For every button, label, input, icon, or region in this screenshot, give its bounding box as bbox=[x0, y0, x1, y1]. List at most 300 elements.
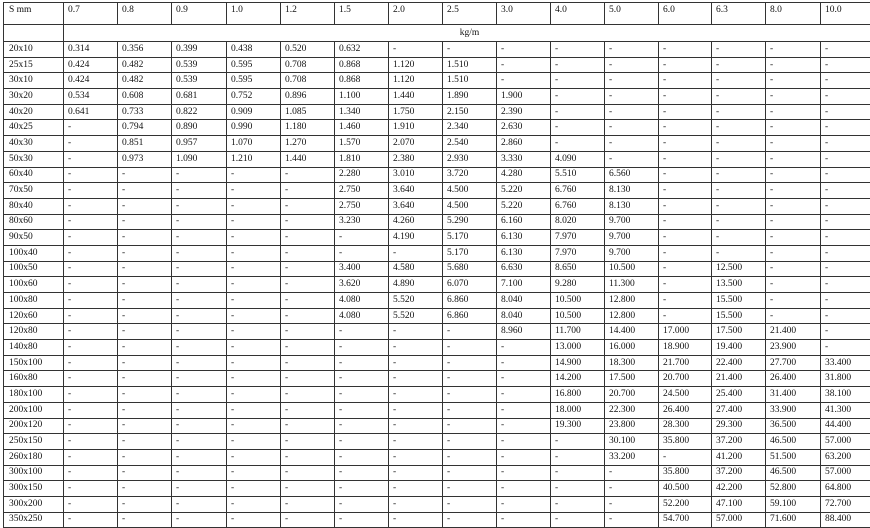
weight-cell: 57.000 bbox=[821, 465, 870, 481]
weight-cell: - bbox=[64, 512, 118, 528]
table-row bbox=[4, 73, 870, 89]
weight-cell: - bbox=[443, 418, 497, 434]
weight-cell: - bbox=[335, 340, 389, 356]
table-row bbox=[4, 465, 870, 481]
size-cell: 20x10 bbox=[4, 42, 64, 58]
weight-cell: 0.641 bbox=[64, 104, 118, 120]
weight-cell: - bbox=[281, 402, 335, 418]
weight-cell: - bbox=[281, 230, 335, 246]
size-cell: 100x40 bbox=[4, 245, 64, 261]
weight-cell: 19.300 bbox=[551, 418, 605, 434]
weight-cell: 8.960 bbox=[497, 324, 551, 340]
weight-cell: - bbox=[227, 167, 281, 183]
table-row bbox=[4, 340, 870, 356]
weight-cell: - bbox=[335, 434, 389, 450]
weight-cell: 72.700 bbox=[821, 496, 870, 512]
table-row bbox=[4, 183, 870, 199]
weight-cell: 23.800 bbox=[605, 418, 659, 434]
weight-cell: 3.720 bbox=[443, 167, 497, 183]
weight-cell: - bbox=[172, 214, 227, 230]
weight-cell: 2.150 bbox=[443, 104, 497, 120]
thickness-header: 1.2 bbox=[281, 3, 335, 25]
table-row bbox=[4, 120, 870, 136]
weight-cell: 9.700 bbox=[605, 230, 659, 246]
weight-cell: - bbox=[172, 418, 227, 434]
size-cell: 30x10 bbox=[4, 73, 64, 89]
weight-cell: - bbox=[821, 214, 870, 230]
weight-cell: 10.500 bbox=[605, 261, 659, 277]
weight-cell: - bbox=[551, 73, 605, 89]
weight-cell: - bbox=[64, 308, 118, 324]
weight-cell: 36.500 bbox=[766, 418, 821, 434]
weight-cell: 8.650 bbox=[551, 261, 605, 277]
weight-cell: 44.400 bbox=[821, 418, 870, 434]
table-row bbox=[4, 402, 870, 418]
weight-cell: 2.630 bbox=[497, 120, 551, 136]
weight-cell: - bbox=[281, 387, 335, 403]
weight-cell: - bbox=[281, 355, 335, 371]
weight-cell: 2.070 bbox=[389, 136, 443, 152]
weight-cell: 17.500 bbox=[712, 324, 766, 340]
unit-label: kg/m bbox=[64, 25, 870, 42]
weight-cell: - bbox=[64, 387, 118, 403]
thickness-header: 1.5 bbox=[335, 3, 389, 25]
weight-cell: - bbox=[281, 167, 335, 183]
weight-cell: 14.900 bbox=[551, 355, 605, 371]
weight-cell: - bbox=[227, 324, 281, 340]
weight-cell: 0.539 bbox=[172, 73, 227, 89]
weight-cell: - bbox=[443, 355, 497, 371]
weight-cell: 4.580 bbox=[389, 261, 443, 277]
weight-cell: 3.230 bbox=[335, 214, 389, 230]
weight-cell: - bbox=[118, 418, 172, 434]
weight-cell: - bbox=[227, 387, 281, 403]
weight-cell: 0.868 bbox=[335, 73, 389, 89]
weight-cell: - bbox=[118, 340, 172, 356]
weight-cell: - bbox=[281, 308, 335, 324]
weight-cell: 17.500 bbox=[605, 371, 659, 387]
weight-cell: - bbox=[712, 42, 766, 58]
weight-cell: 37.200 bbox=[712, 465, 766, 481]
weight-cell: - bbox=[389, 496, 443, 512]
weight-cell: - bbox=[605, 73, 659, 89]
weight-cell: - bbox=[497, 418, 551, 434]
weight-cell: 26.400 bbox=[659, 402, 712, 418]
weight-cell: - bbox=[821, 136, 870, 152]
table-row bbox=[4, 434, 870, 450]
weight-cell: - bbox=[227, 293, 281, 309]
weight-cell: 42.200 bbox=[712, 481, 766, 497]
weight-cell: 8.040 bbox=[497, 293, 551, 309]
weight-cell: 1.460 bbox=[335, 120, 389, 136]
table-row bbox=[4, 355, 870, 371]
weight-cell: - bbox=[389, 371, 443, 387]
weight-cell: - bbox=[605, 136, 659, 152]
table-row bbox=[4, 230, 870, 246]
weight-cell: - bbox=[64, 371, 118, 387]
weight-cell: - bbox=[659, 261, 712, 277]
weight-cell: - bbox=[281, 324, 335, 340]
weight-cell: 33.400 bbox=[821, 355, 870, 371]
weight-cell: 54.700 bbox=[659, 512, 712, 528]
weight-cell: 9.700 bbox=[605, 245, 659, 261]
weight-cell: - bbox=[766, 277, 821, 293]
size-cell: 160x80 bbox=[4, 371, 64, 387]
weight-cell: 0.399 bbox=[172, 42, 227, 58]
weight-cell: 64.800 bbox=[821, 481, 870, 497]
weight-cell: 0.314 bbox=[64, 42, 118, 58]
weight-cell: 1.180 bbox=[281, 120, 335, 136]
weight-cell: - bbox=[659, 167, 712, 183]
weight-cell: 13.000 bbox=[551, 340, 605, 356]
weight-cell: 1.210 bbox=[227, 151, 281, 167]
weight-cell: 20.700 bbox=[605, 387, 659, 403]
unit-row-blank bbox=[4, 25, 64, 42]
weight-cell: 6.630 bbox=[497, 261, 551, 277]
weight-cell: - bbox=[227, 261, 281, 277]
weight-cell: 1.120 bbox=[389, 57, 443, 73]
weight-cell: - bbox=[118, 496, 172, 512]
weight-cell: - bbox=[172, 183, 227, 199]
table-row bbox=[4, 418, 870, 434]
weight-cell: - bbox=[118, 308, 172, 324]
weight-cell: - bbox=[712, 57, 766, 73]
weight-cell: - bbox=[172, 512, 227, 528]
weight-cell: - bbox=[766, 230, 821, 246]
weight-cell: 1.750 bbox=[389, 104, 443, 120]
weight-cell: - bbox=[335, 496, 389, 512]
weight-cell: - bbox=[443, 340, 497, 356]
weight-cell: - bbox=[821, 230, 870, 246]
weight-cell: - bbox=[443, 324, 497, 340]
thickness-header: 8.0 bbox=[766, 3, 821, 25]
weight-cell: 0.424 bbox=[64, 57, 118, 73]
table-row bbox=[4, 42, 870, 58]
weight-cell: 1.120 bbox=[389, 73, 443, 89]
weight-cell: 0.438 bbox=[227, 42, 281, 58]
weight-cell: 71.600 bbox=[766, 512, 821, 528]
weight-cell: - bbox=[766, 120, 821, 136]
weight-cell: - bbox=[335, 418, 389, 434]
weight-cell: - bbox=[821, 277, 870, 293]
weight-cell: - bbox=[497, 434, 551, 450]
weight-cell: - bbox=[497, 371, 551, 387]
weight-cell: - bbox=[281, 371, 335, 387]
weight-cell: 38.100 bbox=[821, 387, 870, 403]
weight-cell: - bbox=[64, 465, 118, 481]
weight-cell: - bbox=[335, 355, 389, 371]
weight-cell: - bbox=[497, 449, 551, 465]
weight-cell: 4.890 bbox=[389, 277, 443, 293]
weight-cell: - bbox=[172, 340, 227, 356]
weight-cell: - bbox=[172, 481, 227, 497]
weight-cell: - bbox=[712, 245, 766, 261]
thickness-header: 10.0 bbox=[821, 3, 870, 25]
weight-cell: - bbox=[172, 496, 227, 512]
weight-cell: - bbox=[281, 434, 335, 450]
weight-cell: 3.400 bbox=[335, 261, 389, 277]
weight-cell: - bbox=[64, 214, 118, 230]
weight-cell: 12.800 bbox=[605, 308, 659, 324]
weight-cell: - bbox=[64, 293, 118, 309]
weight-cell: - bbox=[659, 198, 712, 214]
weight-cell: - bbox=[227, 340, 281, 356]
weight-cell: - bbox=[281, 496, 335, 512]
weight-cell: - bbox=[118, 402, 172, 418]
weight-cell: - bbox=[389, 434, 443, 450]
weight-cell: - bbox=[605, 481, 659, 497]
weight-cell: - bbox=[497, 42, 551, 58]
weight-cell: - bbox=[551, 512, 605, 528]
weight-cell: - bbox=[281, 183, 335, 199]
weight-cell: - bbox=[118, 277, 172, 293]
weight-cell: 0.595 bbox=[227, 57, 281, 73]
weight-cell: - bbox=[118, 449, 172, 465]
size-cell: 80x60 bbox=[4, 214, 64, 230]
thickness-header: 0.7 bbox=[64, 3, 118, 25]
size-cell: 300x100 bbox=[4, 465, 64, 481]
weight-cell: 4.090 bbox=[551, 151, 605, 167]
weight-cell: 11.700 bbox=[551, 324, 605, 340]
size-cell: 50x30 bbox=[4, 151, 64, 167]
weight-cell: 25.400 bbox=[712, 387, 766, 403]
weight-cell: 0.909 bbox=[227, 104, 281, 120]
weight-cell: - bbox=[551, 465, 605, 481]
weight-cell: 9.280 bbox=[551, 277, 605, 293]
weight-cell: - bbox=[281, 293, 335, 309]
weight-cell: 46.500 bbox=[766, 465, 821, 481]
weight-cell: 0.822 bbox=[172, 104, 227, 120]
weight-cell: - bbox=[118, 230, 172, 246]
weight-cell: - bbox=[766, 198, 821, 214]
thickness-header: 0.9 bbox=[172, 3, 227, 25]
weight-cell: - bbox=[766, 293, 821, 309]
weight-cell: - bbox=[766, 42, 821, 58]
weight-cell: - bbox=[335, 230, 389, 246]
weight-cell: 0.356 bbox=[118, 42, 172, 58]
weight-cell: - bbox=[64, 277, 118, 293]
weight-cell: 1.510 bbox=[443, 57, 497, 73]
table-row bbox=[4, 496, 870, 512]
weight-cell: - bbox=[281, 277, 335, 293]
weight-cell: 5.510 bbox=[551, 167, 605, 183]
weight-cell: - bbox=[551, 104, 605, 120]
weight-cell: 6.760 bbox=[551, 183, 605, 199]
weight-cell: - bbox=[389, 449, 443, 465]
weight-cell: 0.851 bbox=[118, 136, 172, 152]
weight-cell: 31.400 bbox=[766, 387, 821, 403]
weight-cell: 8.130 bbox=[605, 183, 659, 199]
table-row bbox=[4, 89, 870, 105]
weight-cell: - bbox=[389, 42, 443, 58]
weight-cell: - bbox=[281, 261, 335, 277]
weight-cell: - bbox=[227, 183, 281, 199]
weight-cell: 51.500 bbox=[766, 449, 821, 465]
weight-cell: - bbox=[389, 355, 443, 371]
thickness-header: 0.8 bbox=[118, 3, 172, 25]
weight-cell: 59.100 bbox=[766, 496, 821, 512]
weight-cell: - bbox=[712, 73, 766, 89]
weight-cell: - bbox=[64, 198, 118, 214]
weight-cell: - bbox=[659, 89, 712, 105]
unit-row bbox=[4, 25, 870, 42]
table-row bbox=[4, 293, 870, 309]
weight-cell: - bbox=[227, 245, 281, 261]
weight-cell: 0.733 bbox=[118, 104, 172, 120]
weight-cell: - bbox=[172, 371, 227, 387]
weight-cell: - bbox=[551, 89, 605, 105]
weight-cell: - bbox=[766, 245, 821, 261]
weight-cell: 1.090 bbox=[172, 151, 227, 167]
weight-cell: - bbox=[227, 214, 281, 230]
weight-cell: 2.340 bbox=[443, 120, 497, 136]
weight-cell: - bbox=[443, 449, 497, 465]
weight-cell: 0.896 bbox=[281, 89, 335, 105]
weight-cell: - bbox=[497, 73, 551, 89]
table-row bbox=[4, 214, 870, 230]
size-cell: 40x30 bbox=[4, 136, 64, 152]
weight-cell: - bbox=[821, 198, 870, 214]
weight-cell: 17.000 bbox=[659, 324, 712, 340]
weight-cell: - bbox=[497, 355, 551, 371]
weight-cell: - bbox=[64, 151, 118, 167]
weight-cell: - bbox=[497, 57, 551, 73]
weight-cell: - bbox=[551, 496, 605, 512]
weight-cell: 13.500 bbox=[712, 277, 766, 293]
table-row bbox=[4, 308, 870, 324]
weight-cell: - bbox=[64, 167, 118, 183]
weight-cell: - bbox=[64, 136, 118, 152]
weight-cell: - bbox=[443, 481, 497, 497]
weight-cell: - bbox=[227, 308, 281, 324]
size-cell: 200x100 bbox=[4, 402, 64, 418]
size-cell: 150x100 bbox=[4, 355, 64, 371]
weight-cell: - bbox=[172, 434, 227, 450]
weight-cell: 31.800 bbox=[821, 371, 870, 387]
weight-cell: 35.800 bbox=[659, 465, 712, 481]
weight-cell: - bbox=[64, 324, 118, 340]
weight-cell: - bbox=[821, 293, 870, 309]
size-cell: 40x25 bbox=[4, 120, 64, 136]
weight-cell: - bbox=[118, 355, 172, 371]
table-row bbox=[4, 57, 870, 73]
weight-cell: - bbox=[64, 449, 118, 465]
weight-cell: - bbox=[118, 214, 172, 230]
weight-cell: - bbox=[335, 512, 389, 528]
weight-cell: - bbox=[821, 245, 870, 261]
weight-cell: - bbox=[172, 230, 227, 246]
weight-cell: 0.708 bbox=[281, 57, 335, 73]
weight-cell: 3.640 bbox=[389, 198, 443, 214]
weight-cell: - bbox=[172, 465, 227, 481]
weight-cell: 7.100 bbox=[497, 277, 551, 293]
weight-cell: - bbox=[118, 512, 172, 528]
header-row bbox=[4, 3, 870, 25]
weight-cell: - bbox=[64, 481, 118, 497]
weight-cell: - bbox=[443, 371, 497, 387]
weight-cell: - bbox=[172, 402, 227, 418]
weight-cell: - bbox=[118, 434, 172, 450]
weight-cell: 18.300 bbox=[605, 355, 659, 371]
weight-cell: 5.170 bbox=[443, 245, 497, 261]
table-body bbox=[4, 3, 870, 528]
weight-cell: 6.560 bbox=[605, 167, 659, 183]
weight-cell: 0.595 bbox=[227, 73, 281, 89]
weight-cell: - bbox=[227, 355, 281, 371]
weight-cell: 4.280 bbox=[497, 167, 551, 183]
weight-cell: 0.424 bbox=[64, 73, 118, 89]
weight-cell: - bbox=[64, 230, 118, 246]
weight-cell: 4.080 bbox=[335, 308, 389, 324]
weight-cell: 0.752 bbox=[227, 89, 281, 105]
weight-cell: - bbox=[389, 512, 443, 528]
weight-cell: - bbox=[335, 449, 389, 465]
weight-cell: 15.500 bbox=[712, 308, 766, 324]
size-cell: 200x120 bbox=[4, 418, 64, 434]
weight-cell: - bbox=[172, 167, 227, 183]
weight-cell: 57.000 bbox=[712, 512, 766, 528]
weight-cell: 3.620 bbox=[335, 277, 389, 293]
weight-cell: - bbox=[335, 465, 389, 481]
thickness-header: 1.0 bbox=[227, 3, 281, 25]
weight-cell: - bbox=[551, 136, 605, 152]
weight-cell: - bbox=[497, 402, 551, 418]
weight-cell: 24.500 bbox=[659, 387, 712, 403]
weight-cell: - bbox=[766, 183, 821, 199]
weight-cell: - bbox=[227, 198, 281, 214]
weight-cell: - bbox=[281, 245, 335, 261]
weight-cell: 3.010 bbox=[389, 167, 443, 183]
weight-cell: - bbox=[281, 465, 335, 481]
weight-cell: 52.800 bbox=[766, 481, 821, 497]
weight-cell: - bbox=[821, 89, 870, 105]
size-cell: 70x50 bbox=[4, 183, 64, 199]
weight-cell: - bbox=[497, 465, 551, 481]
weight-cell: - bbox=[281, 481, 335, 497]
weight-cell: - bbox=[766, 261, 821, 277]
weight-cell: 5.680 bbox=[443, 261, 497, 277]
weight-cell: 4.500 bbox=[443, 183, 497, 199]
weight-cell: - bbox=[172, 293, 227, 309]
weight-cell: 0.608 bbox=[118, 89, 172, 105]
size-cell: 30x20 bbox=[4, 89, 64, 105]
weight-cell: - bbox=[605, 512, 659, 528]
weight-cell: 16.800 bbox=[551, 387, 605, 403]
weight-cell: - bbox=[497, 496, 551, 512]
weight-cell: 0.708 bbox=[281, 73, 335, 89]
weight-cell: 2.750 bbox=[335, 198, 389, 214]
weight-cell: - bbox=[335, 402, 389, 418]
weight-cell: 1.340 bbox=[335, 104, 389, 120]
weight-cell: 41.200 bbox=[712, 449, 766, 465]
weight-cell: - bbox=[766, 214, 821, 230]
weight-cell: 14.400 bbox=[605, 324, 659, 340]
weight-cell: - bbox=[281, 449, 335, 465]
weight-cell: 6.160 bbox=[497, 214, 551, 230]
weight-cell: - bbox=[821, 42, 870, 58]
weight-cell: 5.520 bbox=[389, 308, 443, 324]
weight-cell: - bbox=[659, 230, 712, 246]
table-row bbox=[4, 371, 870, 387]
weight-cell: 2.390 bbox=[497, 104, 551, 120]
weight-cell: - bbox=[766, 167, 821, 183]
weight-cell: - bbox=[821, 57, 870, 73]
weight-cell: 2.860 bbox=[497, 136, 551, 152]
weight-cell: - bbox=[659, 57, 712, 73]
weight-cell: - bbox=[821, 340, 870, 356]
weight-cell: 0.868 bbox=[335, 57, 389, 73]
weight-cell: 1.070 bbox=[227, 136, 281, 152]
